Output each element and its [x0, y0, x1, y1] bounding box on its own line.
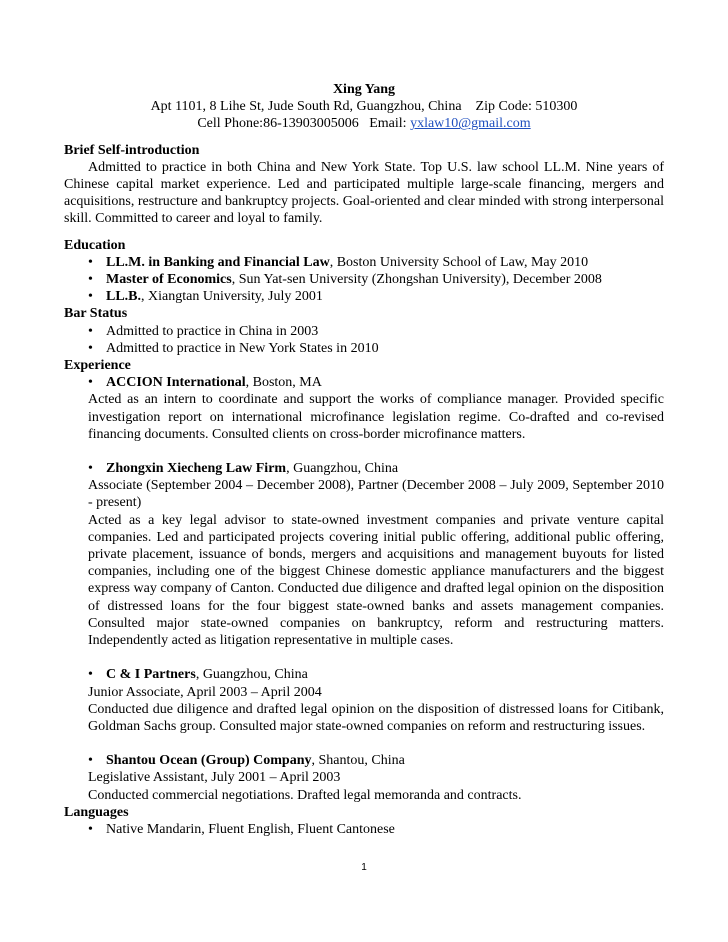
- contact-phone: Cell Phone:86-13903005006 Email:: [197, 116, 411, 132]
- job-description: Acted as an intern to coordinate and support the works of compliance manager. Provided specific investigation report on international microfinance legislation regime. Co-drafted and co-revised financing documents. Consulted clients on cross-border microfinance matters.: [88, 392, 664, 442]
- resume-page: [64, 81, 664, 838]
- job-description: Conducted commercial negotiations. Drafted legal memoranda and contracts.: [88, 787, 522, 803]
- job-role: Associate (September 2004 – December 2008), Partner (December 2008 – July 2009, September 2010 - present): [88, 478, 664, 511]
- job-role: Junior Associate, April 2003 – April 2004: [88, 684, 322, 700]
- job-org: Shantou Ocean (Group) Company: [106, 753, 312, 769]
- bar-item: • Admitted to practice in China in 2003: [64, 323, 664, 340]
- job-title-line: [64, 752, 664, 769]
- languages-heading: Languages: [64, 804, 129, 820]
- job-location: , Guangzhou, China: [195, 667, 308, 683]
- job-title-line: [64, 460, 664, 477]
- job-description: Conducted due diligence and drafted legal opinion on the disposition of distressed loans for Citibank, Goldman Sachs group. Consulted major state-owned companies on reform and restructuring issues.: [88, 701, 664, 734]
- job-entry: [64, 752, 664, 769]
- education-item: [64, 271, 664, 288]
- bar-item: • Admitted to practice in New York States in 2010: [64, 340, 664, 357]
- intro-heading: Brief Self-introduction: [64, 142, 200, 158]
- bar-heading: Bar Status: [64, 306, 128, 322]
- degree-title: LL.M. in Banking and Financial Law: [106, 254, 330, 270]
- education-item: [64, 254, 664, 271]
- education-heading: Education: [64, 237, 126, 253]
- job-title-line: [64, 666, 664, 683]
- email-link[interactable]: yxlaw10@gmail.com: [410, 116, 531, 132]
- job-entry: [64, 374, 664, 391]
- intro-text: Admitted to practice in both China and New York State. Top U.S. law school LL.M. Nine years of Chinese capital market experience. Led and participated multiple large-scale financing, mergers and acquisitions, restructure and bankruptcy projects. Goal-oriented and clear minded with strong interpersonal skill. Committed to career and loyal to family.: [64, 159, 664, 227]
- page-number: 1: [361, 862, 367, 873]
- bar-list: [64, 323, 664, 357]
- job-location: , Shantou, China: [311, 753, 405, 769]
- address-line: Apt 1101, 8 Lihe St, Jude South Rd, Guangzhou, China Zip Code: 510300: [150, 99, 578, 115]
- degree-detail: , Xiangtan University, July 2001: [141, 289, 323, 305]
- job-entry: [64, 460, 664, 477]
- job-org: Zhongxin Xiecheng Law Firm: [106, 461, 287, 477]
- resume-name: Xing Yang: [332, 82, 396, 97]
- degree-title: Master of Economics: [106, 272, 232, 288]
- language-item: • Native Mandarin, Fluent English, Fluent Cantonese: [64, 821, 664, 838]
- degree-title: LL.B.: [106, 289, 142, 305]
- job-org: ACCION International: [106, 375, 246, 391]
- job-location: , Guangzhou, China: [286, 461, 399, 477]
- job-entry: [64, 666, 664, 683]
- job-title-line: [64, 374, 664, 391]
- job-description: Acted as a key legal advisor to state-owned investment companies and private venture capital companies. Led and participated projects covering initial public offering, additional public offering, private placement, issuance of bonds, mergers and acquisitions and management buyouts for listed companies, including one of the biggest Chinese domestic appliance manufacturers and the biggest express way company of Canton. Conducted due diligence and drafted legal opinion on the disposition of distressed loans for the four biggest state-owned banks and assets management companies. Consulted major state-owned companies on bankruptcy, reform and restructuring matters. Independently acted as litigation representative in multiple cases.: [88, 512, 664, 649]
- education-list: [64, 254, 664, 306]
- degree-detail: , Sun Yat-sen University (Zhongshan University), December 2008: [231, 272, 602, 288]
- job-location: , Boston, MA: [245, 375, 322, 391]
- job-org: C & I Partners: [106, 667, 196, 683]
- job-role: Legislative Assistant, July 2001 – April 2003: [88, 770, 341, 786]
- degree-detail: , Boston University School of Law, May 2010: [329, 254, 589, 270]
- education-item: [64, 288, 664, 305]
- experience-heading: Experience: [64, 358, 131, 374]
- languages-list: [64, 821, 664, 838]
- contact-line: [64, 115, 664, 132]
